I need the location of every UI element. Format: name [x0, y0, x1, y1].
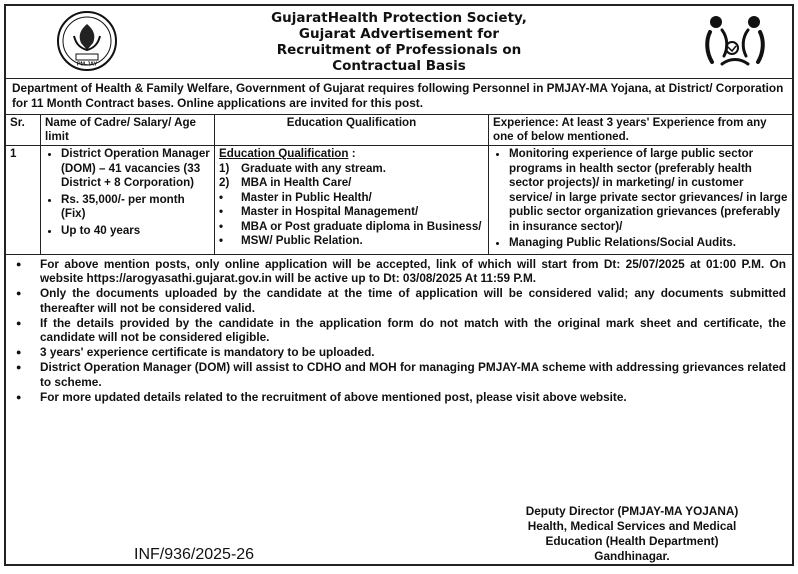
note-item: ● If the details provided by the candidate in the application form do not match with the original mark sheet and certificate, the candidate will not be considered eligible.: [40, 316, 786, 346]
education-item: [219, 220, 484, 235]
item-text: MBA or Post graduate diploma in Business/: [241, 219, 482, 233]
gujarat-govt-emblem-icon: [56, 10, 118, 72]
title-line: GujaratHealth Protection Society,: [271, 10, 527, 26]
header-cadre: Name of Cadre/ Salary/ Age limit: [41, 115, 215, 146]
note-item: ● For more updated details related to the recruitment of above mentioned post, please visit above website.: [40, 390, 786, 405]
education-item: [219, 176, 484, 191]
experience-item: • Managing Public Relations/Social Audits.: [509, 236, 788, 251]
item-text: MBA in Health Care/: [241, 176, 352, 189]
item-marker: •: [219, 205, 224, 218]
signature-block: [502, 504, 762, 564]
education-heading-suffix: :: [348, 147, 356, 160]
table-header-row: [6, 115, 792, 146]
cadre-item: • District Operation Manager (DOM) – 41 vacancies (33 District + 8 Corporation): [61, 147, 210, 191]
item-text: Master in Hospital Management/: [241, 205, 419, 218]
item-marker: •: [219, 219, 224, 233]
age-limit-item: • Up to 40 years: [61, 224, 210, 239]
ayushman-family-logo-icon: [702, 12, 768, 72]
note-item: ● For above mention posts, only online application will be accepted, link of which will start from Dt: 25/07/2025 at 01:00 P.M. On website https://arogyasathi.gujarat.gov.in will be active up to Dt: 03/08/2025 At 11:59 P.M.: [40, 257, 786, 287]
education-item: [219, 162, 484, 177]
item-marker: 1): [219, 161, 230, 175]
reference-number: INF/936/2025-26: [134, 546, 255, 563]
note-item: ● Only the documents uploaded by the candidate at the time of application will be considered valid; any documents submitted thereafter will not be considered valid.: [40, 286, 786, 316]
note-item: ● 3 years' experience certificate is mandatory to be uploaded.: [40, 345, 786, 360]
intro-paragraph: Department of Health & Family Welfare, Government of Gujarat requires following Personnel in PMJAY-MA Yojana, at District/ Corporation for 11 Month Contract bases. Online applications are invited for this post.: [6, 79, 792, 115]
page-title: [126, 10, 672, 74]
item-text: Graduate with any stream.: [241, 161, 386, 175]
salary-item: • Rs. 35,000/- per month (Fix): [61, 193, 210, 222]
note-item: ● District Operation Manager (DOM) will assist to CDHO and MOH for managing PMJAY-MA scheme with addressing grievances related to scheme.: [40, 360, 786, 390]
emblem-caption: PM-JAY: [76, 61, 98, 68]
signature-line: Health, Medical Services and Medical: [527, 519, 737, 533]
item-marker: •: [219, 190, 224, 204]
experience-item: • Monitoring experience of large public sector programs in health sector (preferably health sector projects)/ in marketing/ in customer service/ in large private sector grievances/ in large public sector organization grievances (preferably in insurance sector)/: [509, 147, 788, 234]
experience-cell: [489, 146, 793, 255]
education-item: [219, 205, 484, 220]
item-text: Master in Public Health/: [241, 190, 372, 204]
table-row: [6, 146, 792, 255]
item-text: MSW/ Public Relation.: [241, 234, 363, 247]
title-line: Recruitment of Professionals on: [276, 42, 522, 58]
row-sr: 1: [6, 146, 41, 255]
education-item: [219, 234, 484, 249]
education-cell: [215, 146, 489, 255]
education-heading: Education Qualification: [219, 147, 349, 160]
education-item: [219, 191, 484, 206]
signature-line: Education (Health Department): [545, 534, 719, 548]
header-sr: Sr.: [6, 115, 41, 146]
title-line: Contractual Basis: [332, 58, 466, 74]
cadre-cell: [41, 146, 215, 255]
advertisement-page: [4, 4, 794, 566]
title-line: Gujarat Advertisement for: [298, 26, 500, 42]
item-marker: •: [219, 234, 224, 247]
vacancy-table: [6, 115, 792, 255]
item-marker: 2): [219, 176, 230, 189]
notes-section: [6, 255, 792, 405]
advertisement-header: [6, 6, 792, 79]
header-education: Education Qualification: [215, 115, 489, 146]
signature-line: Deputy Director (PMJAY-MA YOJANA): [525, 504, 739, 518]
signature-line: Gandhinagar.: [594, 549, 670, 563]
header-experience: Experience: At least 3 years' Experience from any one of below mentioned.: [489, 115, 793, 146]
